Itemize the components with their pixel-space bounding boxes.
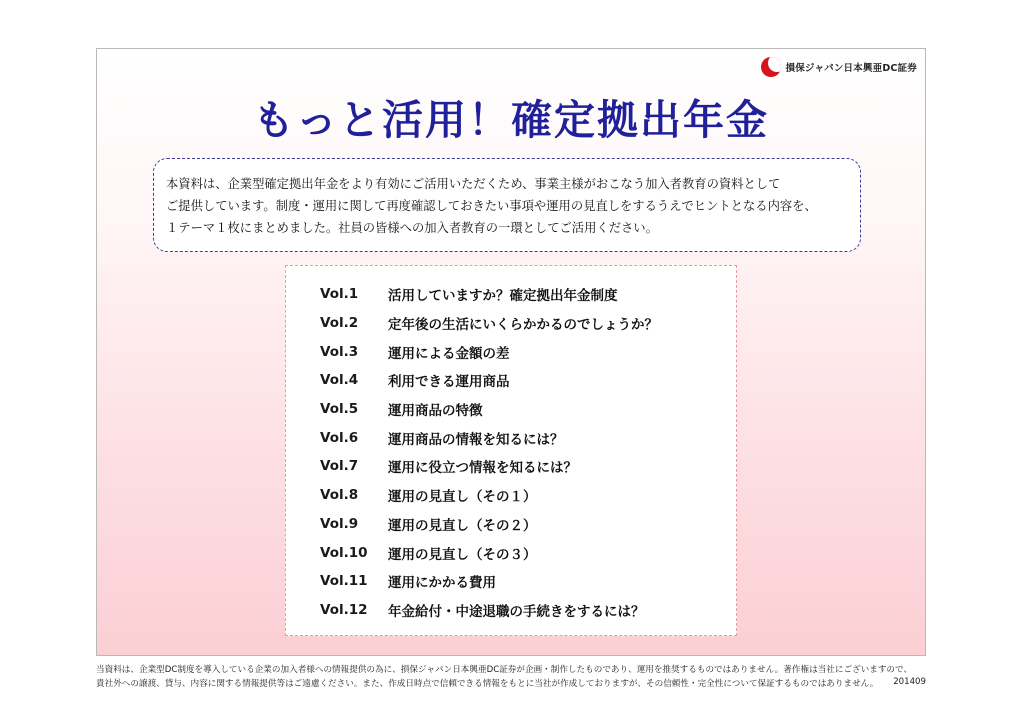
logo-mark-icon [761,57,781,77]
volume-item [320,395,658,424]
volume-topic: 利用できる運用商品 [388,374,510,391]
intro-line: １テーマ１枚にまとめました。社員の皆様への加入者教育の一環としてご活用ください。 [166,221,658,235]
disclaimer [96,663,926,691]
volume-topic: 運用の見直し（その３） [388,546,537,563]
document-code: 201409 [893,677,926,687]
volume-number: Vol.9 [320,515,359,532]
intro-box [153,158,861,252]
volume-topic: 運用の見直し（その２） [388,517,537,534]
volume-topic: 運用商品の特徴 [388,403,483,420]
logo-text: 損保ジャパン日本興亜DC証券 [785,63,917,74]
volume-item [320,280,658,309]
volume-number: Vol.2 [320,315,359,332]
volume-item [320,309,658,338]
volume-number: Vol.12 [320,601,368,618]
volume-item [320,366,658,395]
volume-number: Vol.8 [320,487,359,504]
disclaimer-line: 貴社外への譲渡、貸与、内容に関する情報提供等はご遠慮ください。また、作成日時点で信頼できる情報をもとに当社が作成しておりますが、その信頼性・完全性について保証するものではありません。 [96,679,879,689]
volume-topic: 定年後の生活にいくらかかるのでしょうか？ [388,317,658,334]
volume-number: Vol.6 [320,429,359,446]
volume-number: Vol.3 [320,343,359,360]
volume-item [320,481,658,510]
volume-topic: 運用の見直し（その１） [388,489,537,506]
intro-line: ご提供しています。制度・運用に関して再度確認しておきたい事項や運用の見直しをするうえでヒントとなる内容を、 [166,199,817,213]
page-title: もっと活用！確定拠出年金 [253,96,769,144]
volume-item [320,596,658,625]
volume-item [320,337,658,366]
volume-item [320,452,658,481]
volume-number: Vol.11 [320,573,368,590]
volume-topic: 運用に役立つ情報を知るには？ [388,460,577,477]
volume-number: Vol.4 [320,372,359,389]
volume-number: Vol.7 [320,458,359,475]
volume-number: Vol.5 [320,401,359,418]
volume-item [320,510,658,539]
volume-item [320,567,658,596]
volume-number: Vol.1 [320,286,359,303]
document-page [96,48,926,656]
volume-number: Vol.10 [320,544,368,561]
volume-list-box [285,265,737,636]
disclaimer-line: 当資料は、企業型DC制度を導入している企業の加入者様への情報提供の為に、損保ジャパン日本興亜DC証券が企画・制作したものであり、運用を推奨するものではありません。著作権は当社にございますので、 [96,665,913,675]
intro-line: 本資料は、企業型確定拠出年金をより有効にご活用いただくため、事業主様がおこなう加入者教育の資料として [166,177,781,191]
volume-item [320,423,658,452]
volume-topic: 年金給付・中途退職の手続きをするには？ [388,603,645,620]
volume-topic: 運用による金額の差 [388,345,510,362]
volume-topic: 活用していますか？確定拠出年金制度 [388,288,618,305]
volume-topic: 運用にかかる費用 [388,575,496,592]
volume-item [320,538,658,567]
company-logo [761,57,917,77]
volume-list [320,280,658,624]
volume-topic: 運用商品の情報を知るには？ [388,431,564,448]
